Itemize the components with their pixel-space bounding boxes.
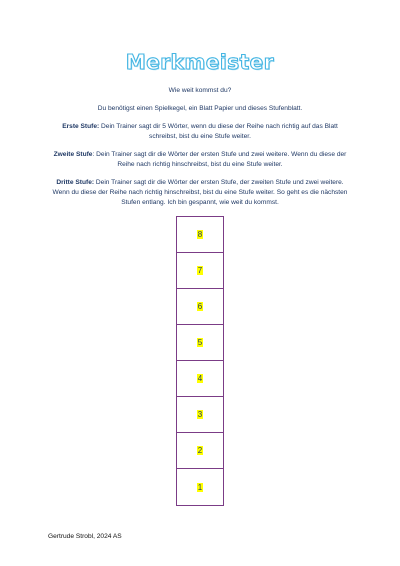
document-title: Merkmeister bbox=[125, 50, 275, 74]
step-number: 6 bbox=[197, 302, 203, 311]
footer-credit: Gertrude Strobl, 2024 AS bbox=[48, 533, 122, 540]
step-number: 4 bbox=[197, 374, 203, 383]
paragraph-second-stage bbox=[48, 150, 352, 170]
paragraph-label: Erste Stufe: bbox=[62, 123, 100, 130]
step-cell-6 bbox=[177, 289, 223, 325]
step-number: 3 bbox=[197, 410, 203, 419]
paragraph-text: Dein Trainer sagt dir 5 Wörter, wenn du diese der Reihe nach richtig auf das Blatt schreibst, bist du eine Stufe weiter. bbox=[99, 123, 338, 140]
paragraph-text: : Dein Trainer sagt dir die Wörter der ersten Stufe und zwei weitere. Wenn du diese der Reihe nach richtig hinschreibst, bist du eine Stufe weiter. bbox=[92, 151, 347, 168]
step-number: 1 bbox=[197, 482, 203, 492]
step-number: 8 bbox=[197, 230, 203, 239]
step-cell-7 bbox=[177, 253, 223, 289]
paragraph-label: Zweite Stufe bbox=[53, 151, 93, 158]
step-ladder bbox=[176, 216, 224, 506]
subtitle: Wie weit kommst du? bbox=[168, 87, 232, 94]
paragraph-label: Dritte Stufe: bbox=[56, 179, 95, 186]
step-cell-5 bbox=[177, 325, 223, 361]
step-cell-4 bbox=[177, 361, 223, 397]
step-cell-3 bbox=[177, 397, 223, 433]
step-number: 2 bbox=[197, 446, 203, 455]
paragraph-first-stage bbox=[48, 122, 352, 142]
intro-text: Du benötigst einen Spielkegel, ein Blatt Papier und dieses Stufenblatt. bbox=[97, 105, 303, 112]
step-number: 5 bbox=[197, 338, 203, 347]
step-cell-1 bbox=[177, 469, 223, 505]
step-cell-2 bbox=[177, 433, 223, 469]
paragraph-text: Dein Trainer sagt dir die Wörter der ersten Stufe, der zweiten Stufe und zwei weitere. Wenn du diese der Reihe nach richtig hinschreibst, bist du eine Stufe weiter. So geht es die nächsten Stufen entlang. Ich bin gespannt, wie weit du kommst. bbox=[52, 179, 348, 206]
step-number: 7 bbox=[197, 266, 203, 275]
paragraph-third-stage bbox=[48, 178, 352, 208]
step-cell-8 bbox=[177, 217, 223, 253]
